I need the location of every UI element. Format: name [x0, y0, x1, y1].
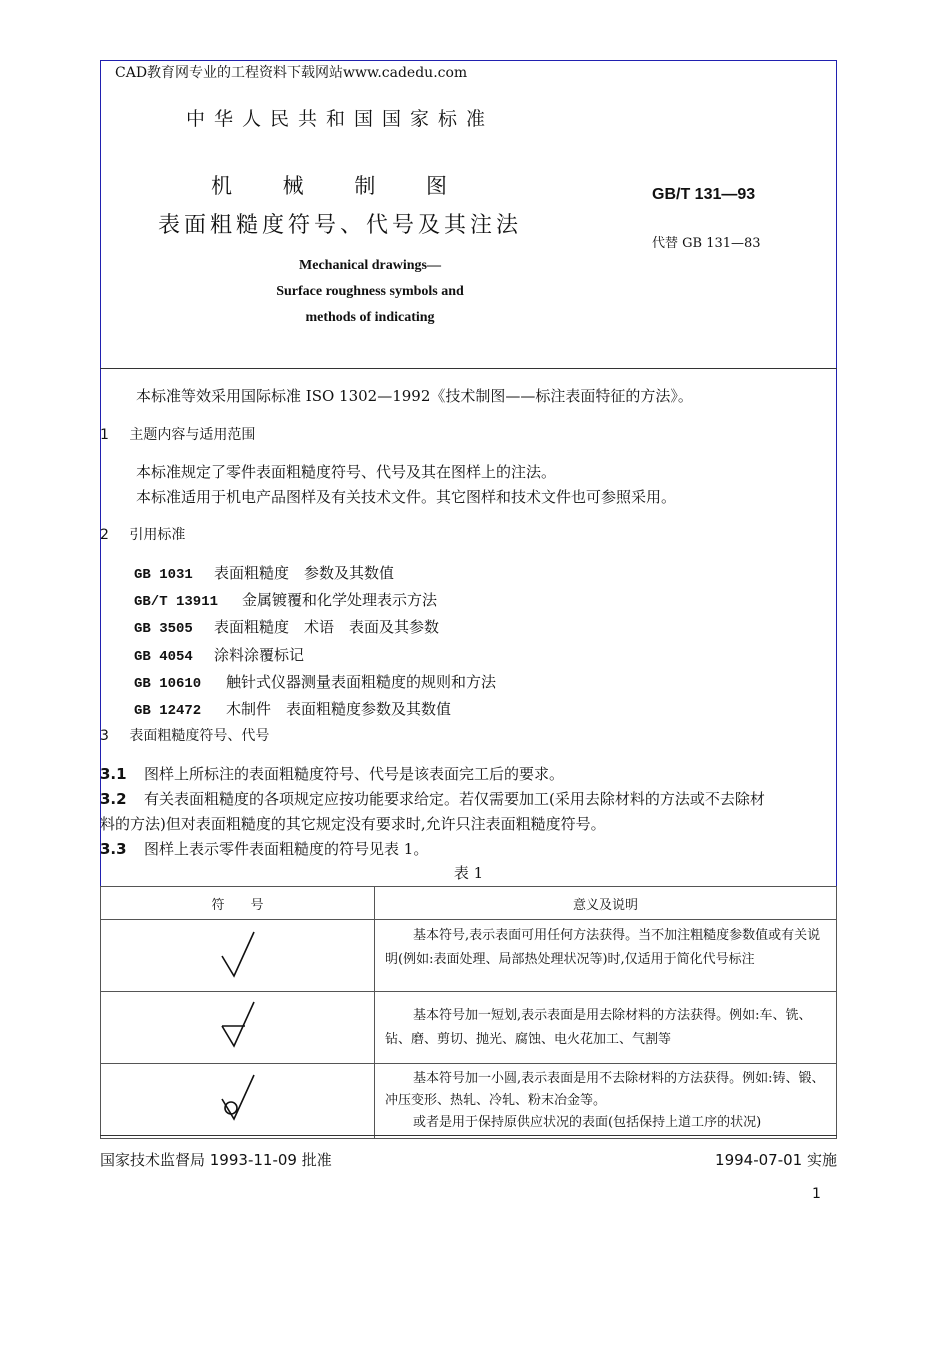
- section-3-title: 表面粗糙度符号、代号: [129, 728, 270, 744]
- title-line2: 表面粗糙度符号、代号及其注法: [157, 213, 522, 238]
- clause-3-2-continued: 料的方法)但对表面粗糙度的其它规定没有要求时,允许只注表面粗糙度符号。: [100, 815, 606, 833]
- section-2-heading: [100, 524, 185, 544]
- section-1-paragraph-1: 本标准规定了零件表面粗糙度符号、代号及其在图样上的注法。: [136, 463, 557, 481]
- section-3-heading: [100, 725, 269, 745]
- basic-check-icon: [208, 926, 268, 982]
- description-cell: [375, 992, 837, 1064]
- reference-name: 涂料涂覆标记: [214, 645, 305, 664]
- section-1-heading: [100, 424, 255, 444]
- reference-item: [134, 643, 496, 670]
- english-title-line2: Surface roughness symbols and: [276, 284, 464, 299]
- table-row: [101, 1064, 837, 1139]
- section-2-number: 2: [100, 527, 109, 543]
- no-removal-check-icon: [208, 1071, 268, 1127]
- description-text-continued: 或者是用于保持原供应状况的表面(包括保持上道工序的状况): [413, 1115, 762, 1130]
- clause-3-1-text: 图样上所标注的表面粗糙度符号、代号是该表面完工后的要求。: [144, 765, 565, 783]
- section-1-paragraph-2: 本标准适用于机电产品图样及有关技术文件。其它图样和技术文件也可参照采用。: [136, 488, 677, 506]
- symbol-cell: [101, 992, 375, 1064]
- reference-list: [134, 561, 496, 724]
- reference-item: [134, 615, 496, 642]
- reference-item: [134, 697, 496, 724]
- reference-code: GB 12472: [134, 703, 202, 720]
- description-text: 基本符号加一短划,表示表面是用去除材料的方法获得。例如:车、铣、钻、磨、剪切、抛光、腐蚀、电火花加工、气割等: [385, 1008, 812, 1047]
- reference-code: GB 10610: [134, 675, 202, 692]
- reference-name: 表面粗糙度 参数及其数值: [214, 564, 395, 582]
- description-cell: [375, 1064, 837, 1139]
- intro-paragraph: 本标准等效采用国际标准 ISO 1302—1992《技术制图——标注表面特征的方法》。: [136, 387, 693, 405]
- page-number: 1: [812, 1186, 821, 1202]
- table-caption: 表 1: [453, 864, 484, 882]
- clause-3-2: [100, 788, 765, 809]
- clause-3-2-text: 有关表面粗糙度的各项规定应按功能要求给定。若仅需要加工(采用去除材料的方法或不去除材: [144, 790, 765, 808]
- symbol-cell: [101, 1064, 375, 1139]
- clause-3-3: [100, 838, 428, 859]
- description-cell: [375, 920, 837, 992]
- reference-item: [134, 670, 496, 697]
- effective-date-line: 1994-07-01 实施: [715, 1151, 837, 1169]
- title-line1: 机 械 制 图: [210, 174, 470, 198]
- clause-3-1-number: 3.1: [100, 765, 127, 783]
- clause-3-3-text: 图样上表示零件表面粗糙度的符号见表 1。: [144, 840, 429, 858]
- reference-code: GB 4054: [134, 648, 193, 665]
- table-row: [101, 992, 837, 1064]
- replaces-standard: 代替 GB 131—83: [652, 236, 761, 251]
- reference-code: GB 1031: [134, 567, 193, 583]
- reference-code: GB 3505: [134, 621, 193, 638]
- symbol-cell: [101, 920, 375, 992]
- column-header-symbol: 符 号: [101, 887, 375, 920]
- column-header-meaning: 意义及说明: [375, 887, 837, 920]
- table-header-row: [101, 887, 837, 920]
- section-1-number: 1: [100, 427, 109, 443]
- clause-3-1: [100, 763, 564, 784]
- watermark: CAD教育网专业的工程资料下载网站www.cadedu.com: [115, 65, 468, 81]
- reference-item: [134, 561, 496, 588]
- reference-name: 表面粗糙度 术语 表面及其参数: [214, 618, 440, 637]
- english-title-line3: methods of indicating: [305, 310, 435, 325]
- footer-divider: [100, 1135, 837, 1136]
- removal-check-icon: [208, 998, 268, 1054]
- table-row: [101, 920, 837, 992]
- description-text: 基本符号加一小圆,表示表面是用不去除材料的方法获得。例如:铸、锻、冲压变形、热轧、冷轧、粉末冶金等。: [385, 1071, 825, 1108]
- reference-name: 金属镀覆和化学处理表示方法: [242, 591, 438, 610]
- section-2-title: 引用标准: [129, 527, 186, 543]
- english-title-line1: Mechanical drawings—: [299, 258, 441, 273]
- reference-name: 触针式仪器测量表面粗糙度的规则和方法: [226, 672, 497, 691]
- symbol-table: [100, 886, 837, 1139]
- header-divider: [100, 368, 837, 369]
- clause-3-3-number: 3.3: [100, 840, 127, 858]
- national-standard-heading: 中华人民共和国国家标准: [185, 108, 494, 130]
- standard-number: GB/T 131—93: [652, 186, 756, 203]
- description-text: 基本符号,表示表面可用任何方法获得。当不加注粗糙度参数值或有关说明(例如:表面处理、局部热处理状况等)时,仅适用于简化代号标注: [385, 928, 821, 967]
- reference-name: 木制件 表面粗糙度参数及其数值: [226, 700, 452, 719]
- reference-item: [134, 588, 496, 615]
- section-3-number: 3: [100, 728, 109, 744]
- section-1-title: 主题内容与适用范围: [129, 427, 256, 443]
- approval-line: 国家技术监督局 1993-11-09 批准: [100, 1151, 332, 1169]
- clause-3-2-number: 3.2: [100, 790, 127, 808]
- reference-code: GB/T 13911: [134, 594, 219, 611]
